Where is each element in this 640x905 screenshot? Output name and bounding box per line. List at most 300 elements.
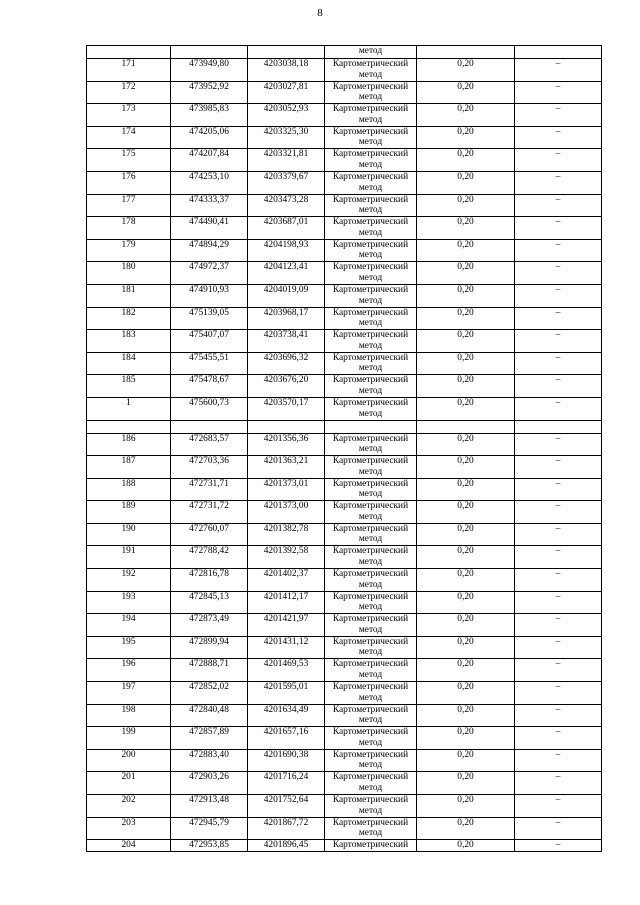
method-text-line2: метод (358, 534, 383, 545)
cell-note: – (515, 239, 602, 262)
table-row (87, 546, 602, 569)
cell-empty (515, 420, 602, 433)
cell-y-coordinate: 4201634,49 (248, 704, 325, 727)
method-text-line2: метод (358, 227, 383, 238)
cell-x-coordinate: 472857,89 (171, 727, 248, 750)
table-row (87, 262, 602, 285)
cell-method (325, 262, 417, 285)
cell-x-coordinate: 472913,48 (171, 795, 248, 818)
cell-note: – (515, 682, 602, 705)
cell-y-coordinate: 4201716,24 (248, 772, 325, 795)
method-text: Картометрический (332, 591, 409, 602)
cell-y-coordinate: 4201867,72 (248, 817, 325, 840)
cell-error-value: 0,20 (417, 104, 515, 127)
cell-y-coordinate: 4201690,38 (248, 749, 325, 772)
method-text-line2: метод (358, 444, 383, 455)
cell-note: – (515, 772, 602, 795)
cell-method (325, 149, 417, 172)
cell-method (325, 456, 417, 479)
cell-y-coordinate: 4201392,58 (248, 546, 325, 569)
table-row (87, 330, 602, 353)
method-text-line2: метод (358, 557, 383, 568)
cell-x-coordinate: 472816,78 (171, 569, 248, 592)
cell-point-number: 204 (87, 840, 171, 852)
cell-note: – (515, 795, 602, 818)
cell-empty (87, 420, 171, 433)
table-row (87, 659, 602, 682)
method-text: Картометрический (332, 546, 409, 557)
cell-x-coordinate: 474205,06 (171, 126, 248, 149)
cell-point-number: 179 (87, 239, 171, 262)
cell-x-coordinate: 472788,42 (171, 546, 248, 569)
table-row (87, 817, 602, 840)
cell-x-coordinate: 474207,84 (171, 149, 248, 172)
cell-method (325, 614, 417, 637)
cell-method (325, 126, 417, 149)
cell-error-value: 0,20 (417, 217, 515, 240)
cell-method (325, 840, 417, 852)
cell-point-number: 202 (87, 795, 171, 818)
table-row (87, 727, 602, 750)
cell-y-coordinate: 4203379,67 (248, 171, 325, 194)
table-row (87, 478, 602, 501)
cell-y-coordinate: 4203321,81 (248, 149, 325, 172)
method-text: Картометрический (332, 59, 409, 69)
cell-method (325, 352, 417, 375)
cell-empty (171, 46, 248, 59)
cell-method (325, 817, 417, 840)
method-text-line2: метод (358, 670, 383, 681)
table-row (87, 171, 602, 194)
cell-point-number: 203 (87, 817, 171, 840)
table-row (87, 569, 602, 592)
table-row (87, 59, 602, 82)
cell-x-coordinate: 472899,94 (171, 636, 248, 659)
cell-error-value: 0,20 (417, 262, 515, 285)
method-text-line2: метод (358, 69, 383, 80)
cell-empty (171, 420, 248, 433)
method-text: Картометрический (332, 433, 409, 444)
cell-x-coordinate: 475600,73 (171, 397, 248, 420)
method-text: Картометрический (332, 397, 409, 408)
cell-point-number: 174 (87, 126, 171, 149)
method-text: Картометрический (332, 523, 409, 534)
cell-y-coordinate: 4201469,53 (248, 659, 325, 682)
cell-x-coordinate: 472845,13 (171, 591, 248, 614)
cell-note: – (515, 307, 602, 330)
cell-method (325, 727, 417, 750)
page-number: 8 (317, 7, 323, 19)
table-row (87, 149, 602, 172)
cell-note: – (515, 262, 602, 285)
method-text-line2: метод (358, 385, 383, 396)
cell-x-coordinate: 472873,49 (171, 614, 248, 637)
method-text: Картометрический (332, 772, 409, 783)
cell-error-value: 0,20 (417, 636, 515, 659)
cell-y-coordinate: 4203696,32 (248, 352, 325, 375)
cell-method-continuation: метод (325, 46, 417, 59)
cell-x-coordinate: 474253,10 (171, 171, 248, 194)
cell-y-coordinate: 4201431,12 (248, 636, 325, 659)
cell-error-value: 0,20 (417, 840, 515, 852)
cell-point-number: 195 (87, 636, 171, 659)
cell-note: – (515, 126, 602, 149)
cell-error-value: 0,20 (417, 659, 515, 682)
cell-method (325, 569, 417, 592)
method-text: Картометрический (332, 149, 409, 160)
table-row (87, 239, 602, 262)
cell-note: – (515, 546, 602, 569)
cell-method (325, 636, 417, 659)
table-row (87, 749, 602, 772)
cell-method (325, 307, 417, 330)
cell-point-number: 176 (87, 171, 171, 194)
cell-y-coordinate: 4203038,18 (248, 59, 325, 82)
method-text: Картометрический (332, 81, 409, 92)
cell-point-number: 192 (87, 569, 171, 592)
cell-method (325, 81, 417, 104)
table-row (87, 591, 602, 614)
cell-note: – (515, 478, 602, 501)
cell-y-coordinate: 4201373,00 (248, 501, 325, 524)
cell-x-coordinate: 473985,83 (171, 104, 248, 127)
cell-x-coordinate: 472760,07 (171, 523, 248, 546)
cell-empty (417, 420, 515, 433)
cell-point-number: 182 (87, 307, 171, 330)
cell-error-value: 0,20 (417, 81, 515, 104)
method-text-line2: метод (358, 692, 383, 703)
cell-error-value: 0,20 (417, 817, 515, 840)
cell-note: – (515, 81, 602, 104)
cell-method (325, 546, 417, 569)
cell-method (325, 217, 417, 240)
cell-x-coordinate: 472903,26 (171, 772, 248, 795)
cell-point-number: 175 (87, 149, 171, 172)
cell-method (325, 591, 417, 614)
cell-point-number: 189 (87, 501, 171, 524)
cell-note: – (515, 614, 602, 637)
cell-method (325, 194, 417, 217)
method-text-line2: метод (358, 114, 383, 125)
table-row (87, 501, 602, 524)
cell-note: – (515, 591, 602, 614)
cell-x-coordinate: 475455,51 (171, 352, 248, 375)
cell-y-coordinate: 4203052,93 (248, 104, 325, 127)
table-row (87, 375, 602, 398)
method-text-line2: метод (358, 828, 383, 839)
cell-note: – (515, 330, 602, 353)
cell-error-value: 0,20 (417, 614, 515, 637)
cell-x-coordinate: 473949,80 (171, 59, 248, 82)
cell-error-value: 0,20 (417, 433, 515, 456)
table-row (87, 194, 602, 217)
table-row (87, 772, 602, 795)
cell-note: – (515, 194, 602, 217)
table-row (87, 126, 602, 149)
method-text: Картометрический (332, 284, 409, 295)
table-row (87, 704, 602, 727)
cell-note: – (515, 149, 602, 172)
cell-error-value: 0,20 (417, 375, 515, 398)
table-row-separator (87, 420, 602, 433)
method-text-line2: метод (358, 489, 383, 500)
table-row (87, 104, 602, 127)
cell-note: – (515, 659, 602, 682)
method-text-line2: метод (358, 511, 383, 522)
cell-error-value: 0,20 (417, 772, 515, 795)
method-text-line2: метод (358, 783, 383, 793)
method-text-line2: метод (358, 159, 383, 170)
cell-point-number: 191 (87, 546, 171, 569)
method-text-line2: метод (358, 295, 383, 306)
cell-point-number: 193 (87, 591, 171, 614)
method-text-line2: метод (358, 250, 383, 261)
cell-y-coordinate: 4204198,93 (248, 239, 325, 262)
method-text-line2: метод (358, 602, 383, 613)
cell-error-value: 0,20 (417, 591, 515, 614)
cell-method (325, 59, 417, 82)
method-text: Картометрический (332, 375, 409, 386)
cell-x-coordinate: 472683,57 (171, 433, 248, 456)
cell-method (325, 772, 417, 795)
cell-note: – (515, 104, 602, 127)
cell-y-coordinate: 4203027,81 (248, 81, 325, 104)
method-text-line2: метод (358, 647, 383, 658)
cell-error-value: 0,20 (417, 727, 515, 750)
method-text-line2: метод (358, 318, 383, 329)
cell-x-coordinate: 475407,07 (171, 330, 248, 353)
cell-error-value: 0,20 (417, 704, 515, 727)
method-text: Картометрический (332, 262, 409, 273)
method-text: Картометрический (332, 795, 409, 805)
table-row (87, 217, 602, 240)
cell-error-value: 0,20 (417, 194, 515, 217)
cell-error-value: 0,20 (417, 749, 515, 772)
cell-point-number: 171 (87, 59, 171, 82)
method-text: Картометрический (332, 194, 409, 205)
method-text: Картометрический (332, 659, 409, 670)
table-row (87, 352, 602, 375)
cell-empty (417, 46, 515, 59)
method-text: Картометрический (332, 330, 409, 341)
cell-x-coordinate: 472731,71 (171, 478, 248, 501)
cell-note: – (515, 375, 602, 398)
cell-y-coordinate: 4201373,01 (248, 478, 325, 501)
cell-point-number: 197 (87, 682, 171, 705)
method-text: Картометрический (332, 217, 409, 228)
cell-y-coordinate: 4201657,16 (248, 727, 325, 750)
cell-x-coordinate: 472883,40 (171, 749, 248, 772)
cell-y-coordinate: 4201382,78 (248, 523, 325, 546)
cell-note: – (515, 817, 602, 840)
cell-point-number: 187 (87, 456, 171, 479)
table-row (87, 81, 602, 104)
cell-y-coordinate: 4201896,45 (248, 840, 325, 852)
cell-error-value: 0,20 (417, 284, 515, 307)
cell-method (325, 375, 417, 398)
cell-y-coordinate: 4201595,01 (248, 682, 325, 705)
cell-method (325, 501, 417, 524)
cell-method (325, 433, 417, 456)
cell-empty (515, 46, 602, 59)
cell-y-coordinate: 4203473,28 (248, 194, 325, 217)
method-text-line2: метод (358, 408, 383, 419)
cell-error-value: 0,20 (417, 523, 515, 546)
table-row (87, 682, 602, 705)
method-text-line2: метод (358, 92, 383, 103)
cell-point-number: 190 (87, 523, 171, 546)
cell-error-value: 0,20 (417, 478, 515, 501)
cell-note: – (515, 456, 602, 479)
cell-note: – (515, 840, 602, 852)
method-text: Картометрический (332, 307, 409, 318)
cell-method (325, 659, 417, 682)
cell-error-value: 0,20 (417, 126, 515, 149)
cell-error-value: 0,20 (417, 569, 515, 592)
cell-x-coordinate: 474333,37 (171, 194, 248, 217)
cell-error-value: 0,20 (417, 397, 515, 420)
cell-point-number: 173 (87, 104, 171, 127)
cell-error-value: 0,20 (417, 501, 515, 524)
method-text: Картометрический (332, 352, 409, 363)
method-text: Картометрический (332, 727, 409, 738)
method-text-line2: метод (358, 760, 383, 771)
table-row (87, 523, 602, 546)
cell-error-value: 0,20 (417, 239, 515, 262)
table-row-continuation (87, 46, 602, 59)
cell-method (325, 330, 417, 353)
cell-method (325, 478, 417, 501)
method-text-line2: метод (358, 805, 383, 816)
cell-x-coordinate: 474490,41 (171, 217, 248, 240)
cell-error-value: 0,20 (417, 59, 515, 82)
method-text-line2: метод (358, 137, 383, 148)
cell-x-coordinate: 472953,85 (171, 840, 248, 852)
table-row (87, 614, 602, 637)
cell-y-coordinate: 4203687,01 (248, 217, 325, 240)
cell-method (325, 749, 417, 772)
cell-note: – (515, 501, 602, 524)
method-text: Картометрический (332, 501, 409, 512)
coordinates-table (86, 45, 602, 852)
cell-error-value: 0,20 (417, 682, 515, 705)
cell-empty (248, 420, 325, 433)
method-text: Картометрический (332, 614, 409, 625)
cell-method (325, 704, 417, 727)
cell-point-number: 188 (87, 478, 171, 501)
cell-point-number: 199 (87, 727, 171, 750)
method-text: Картометрический (332, 569, 409, 580)
cell-x-coordinate: 475139,05 (171, 307, 248, 330)
cell-y-coordinate: 4203968,17 (248, 307, 325, 330)
cell-point-number: 178 (87, 217, 171, 240)
cell-x-coordinate: 474910,93 (171, 284, 248, 307)
cell-point-number: 181 (87, 284, 171, 307)
cell-y-coordinate: 4201421,97 (248, 614, 325, 637)
method-text-line2: метод (358, 340, 383, 351)
cell-note: – (515, 217, 602, 240)
cell-point-number: 201 (87, 772, 171, 795)
method-text: Картометрический (332, 126, 409, 137)
table-row (87, 795, 602, 818)
cell-method (325, 171, 417, 194)
cell-method (325, 523, 417, 546)
method-text-line2: метод (358, 715, 383, 726)
cell-x-coordinate: 472888,71 (171, 659, 248, 682)
cell-x-coordinate: 472731,72 (171, 501, 248, 524)
cell-point-number: 186 (87, 433, 171, 456)
cell-point-number: 198 (87, 704, 171, 727)
cell-empty (325, 420, 417, 433)
method-text-line2: метод (358, 272, 383, 283)
method-text-line2: метод (358, 363, 383, 374)
cell-method (325, 397, 417, 420)
method-text-line2: метод (358, 624, 383, 635)
method-text: Картометрический (332, 840, 409, 851)
cell-empty (248, 46, 325, 59)
cell-y-coordinate: 4204123,41 (248, 262, 325, 285)
cell-point-number: 172 (87, 81, 171, 104)
cell-note: – (515, 59, 602, 82)
method-text-line2: метод (358, 737, 383, 748)
cell-y-coordinate: 4201363,21 (248, 456, 325, 479)
method-text: Картометрический (332, 682, 409, 693)
cell-y-coordinate: 4201356,36 (248, 433, 325, 456)
method-text: Картометрический (332, 171, 409, 182)
cell-y-coordinate: 4201412,17 (248, 591, 325, 614)
cell-point-number: 194 (87, 614, 171, 637)
table-row (87, 397, 602, 420)
table-row (87, 456, 602, 479)
cell-note: – (515, 433, 602, 456)
cell-y-coordinate: 4201752,64 (248, 795, 325, 818)
method-text-line2: метод (358, 579, 383, 590)
method-text: Картометрический (332, 636, 409, 647)
cell-note: – (515, 636, 602, 659)
cell-method (325, 239, 417, 262)
cell-y-coordinate: 4203738,41 (248, 330, 325, 353)
method-text-line2: метод (358, 205, 383, 216)
cell-x-coordinate: 472703,36 (171, 456, 248, 479)
cell-note: – (515, 569, 602, 592)
cell-note: – (515, 523, 602, 546)
cell-error-value: 0,20 (417, 307, 515, 330)
cell-point-number: 183 (87, 330, 171, 353)
cell-point-number: 184 (87, 352, 171, 375)
cell-empty (87, 46, 171, 59)
cell-y-coordinate: 4203570,17 (248, 397, 325, 420)
cell-y-coordinate: 4203676,20 (248, 375, 325, 398)
cell-point-number: 196 (87, 659, 171, 682)
cell-error-value: 0,20 (417, 330, 515, 353)
cell-method (325, 284, 417, 307)
cell-note: – (515, 284, 602, 307)
cell-x-coordinate: 472945,79 (171, 817, 248, 840)
cell-x-coordinate: 472840,48 (171, 704, 248, 727)
method-text-line2: метод (358, 466, 383, 477)
cell-method (325, 795, 417, 818)
cell-error-value: 0,20 (417, 795, 515, 818)
cell-error-value: 0,20 (417, 171, 515, 194)
cell-x-coordinate: 473952,92 (171, 81, 248, 104)
cell-x-coordinate: 474972,37 (171, 262, 248, 285)
cell-point-number: 200 (87, 749, 171, 772)
cell-point-number: 1 (87, 397, 171, 420)
cell-note: – (515, 397, 602, 420)
cell-y-coordinate: 4204019,09 (248, 284, 325, 307)
cell-note: – (515, 749, 602, 772)
cell-note: – (515, 171, 602, 194)
